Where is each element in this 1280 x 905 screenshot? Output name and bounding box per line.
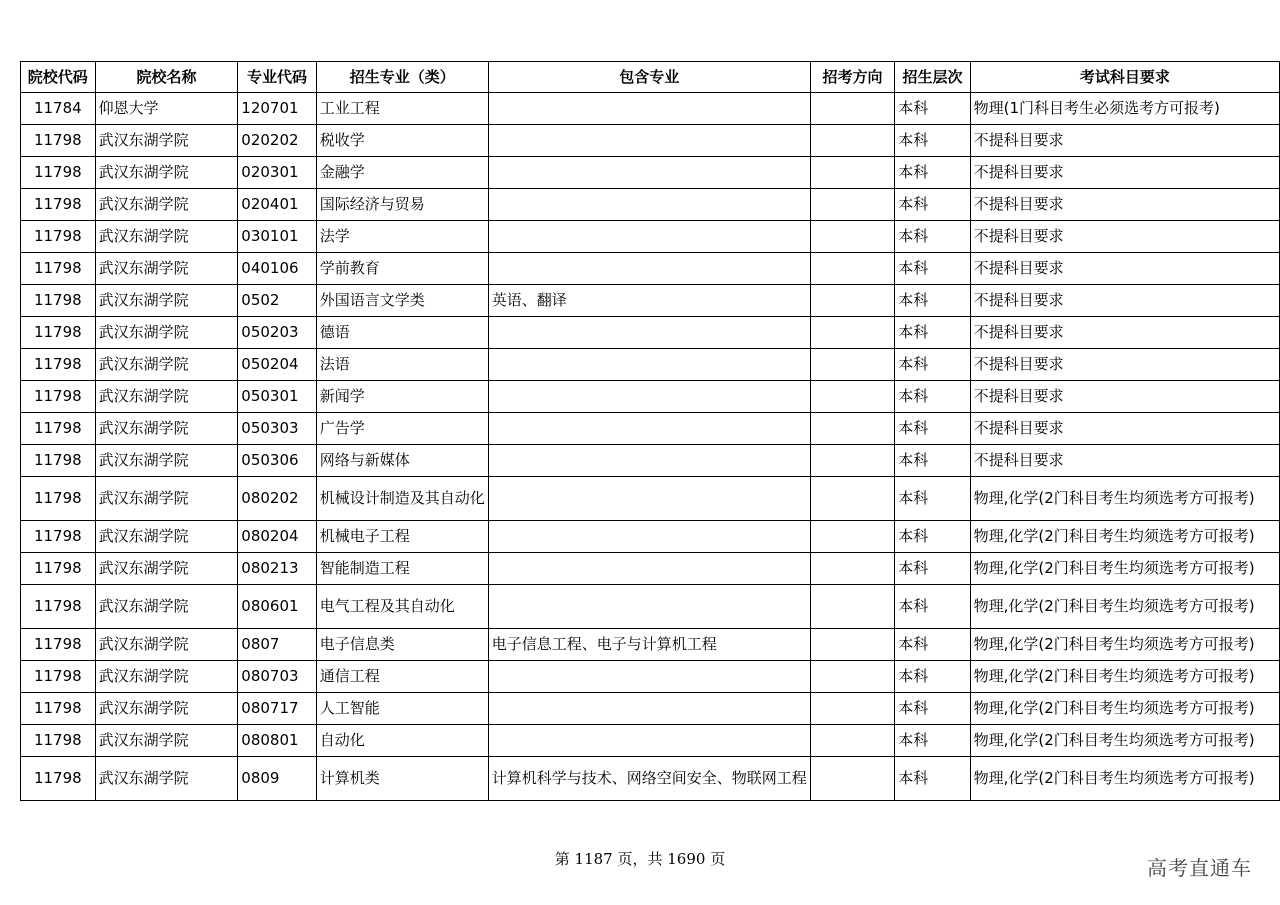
cell-major: 广告学 <box>316 413 488 445</box>
cell-school-code: 11798 <box>21 521 96 553</box>
cell-major: 工业工程 <box>316 93 488 125</box>
cell-direction <box>810 93 895 125</box>
cell-direction <box>810 585 895 629</box>
cell-direction <box>810 317 895 349</box>
cell-included-majors <box>488 413 810 445</box>
cell-included-majors: 电子信息工程、电子与计算机工程 <box>488 629 810 661</box>
enrollment-table <box>20 61 1280 801</box>
cell-direction <box>810 125 895 157</box>
cell-direction <box>810 157 895 189</box>
header-school-name: 院校名称 <box>95 62 238 93</box>
cell-subject-requirement: 物理,化学(2门科目考生均须选考方可报考) <box>970 521 1279 553</box>
cell-school-name: 武汉东湖学院 <box>95 349 238 381</box>
cell-level: 本科 <box>895 157 970 189</box>
cell-level: 本科 <box>895 285 970 317</box>
cell-included-majors <box>488 349 810 381</box>
cell-major-code: 080801 <box>238 725 316 757</box>
cell-major-code: 080601 <box>238 585 316 629</box>
cell-direction <box>810 757 895 801</box>
cell-subject-requirement: 物理,化学(2门科目考生均须选考方可报考) <box>970 477 1279 521</box>
header-school-code: 院校代码 <box>21 62 96 93</box>
cell-included-majors <box>488 381 810 413</box>
cell-direction <box>810 413 895 445</box>
cell-subject-requirement: 不提科目要求 <box>970 349 1279 381</box>
cell-included-majors <box>488 125 810 157</box>
cell-subject-requirement: 物理,化学(2门科目考生均须选考方可报考) <box>970 629 1279 661</box>
table-row <box>21 221 1280 253</box>
cell-major: 学前教育 <box>316 253 488 285</box>
table-row <box>21 725 1280 757</box>
cell-direction <box>810 693 895 725</box>
table-row <box>21 189 1280 221</box>
cell-direction <box>810 285 895 317</box>
cell-major-code: 080717 <box>238 693 316 725</box>
cell-school-code: 11798 <box>21 285 96 317</box>
cell-subject-requirement: 不提科目要求 <box>970 125 1279 157</box>
header-included-majors: 包含专业 <box>488 62 810 93</box>
cell-level: 本科 <box>895 477 970 521</box>
cell-school-name: 武汉东湖学院 <box>95 661 238 693</box>
cell-subject-requirement: 物理,化学(2门科目考生均须选考方可报考) <box>970 553 1279 585</box>
table-row <box>21 757 1280 801</box>
cell-direction <box>810 221 895 253</box>
cell-school-name: 武汉东湖学院 <box>95 221 238 253</box>
cell-level: 本科 <box>895 725 970 757</box>
table-row <box>21 585 1280 629</box>
header-subject-requirement: 考试科目要求 <box>970 62 1279 93</box>
table-row <box>21 661 1280 693</box>
cell-school-code: 11798 <box>21 349 96 381</box>
cell-subject-requirement: 不提科目要求 <box>970 285 1279 317</box>
cell-major: 国际经济与贸易 <box>316 189 488 221</box>
cell-major-code: 0809 <box>238 757 316 801</box>
cell-level: 本科 <box>895 413 970 445</box>
cell-school-name: 武汉东湖学院 <box>95 521 238 553</box>
cell-major-code: 040106 <box>238 253 316 285</box>
header-level: 招生层次 <box>895 62 970 93</box>
cell-direction <box>810 661 895 693</box>
cell-level: 本科 <box>895 521 970 553</box>
cell-major: 法学 <box>316 221 488 253</box>
cell-school-code: 11798 <box>21 445 96 477</box>
cell-included-majors <box>488 693 810 725</box>
cell-included-majors <box>488 189 810 221</box>
cell-school-name: 武汉东湖学院 <box>95 317 238 349</box>
cell-subject-requirement: 不提科目要求 <box>970 413 1279 445</box>
table-row <box>21 521 1280 553</box>
cell-direction <box>810 629 895 661</box>
cell-direction <box>810 349 895 381</box>
cell-direction <box>810 553 895 585</box>
cell-major-code: 080213 <box>238 553 316 585</box>
cell-level: 本科 <box>895 349 970 381</box>
cell-subject-requirement: 不提科目要求 <box>970 189 1279 221</box>
cell-major: 自动化 <box>316 725 488 757</box>
cell-major: 机械电子工程 <box>316 521 488 553</box>
cell-school-code: 11798 <box>21 317 96 349</box>
header-major: 招生专业（类） <box>316 62 488 93</box>
cell-subject-requirement: 物理,化学(2门科目考生均须选考方可报考) <box>970 585 1279 629</box>
cell-included-majors <box>488 157 810 189</box>
cell-subject-requirement: 不提科目要求 <box>970 317 1279 349</box>
cell-major-code: 050306 <box>238 445 316 477</box>
cell-school-code: 11798 <box>21 477 96 521</box>
cell-school-name: 武汉东湖学院 <box>95 725 238 757</box>
cell-major: 外国语言文学类 <box>316 285 488 317</box>
cell-school-code: 11798 <box>21 725 96 757</box>
cell-direction <box>810 381 895 413</box>
cell-included-majors <box>488 725 810 757</box>
cell-school-name: 武汉东湖学院 <box>95 253 238 285</box>
cell-subject-requirement: 物理,化学(2门科目考生均须选考方可报考) <box>970 661 1279 693</box>
cell-level: 本科 <box>895 93 970 125</box>
table-row <box>21 349 1280 381</box>
cell-included-majors <box>488 93 810 125</box>
cell-major-code: 020301 <box>238 157 316 189</box>
table-row <box>21 553 1280 585</box>
table-row <box>21 629 1280 661</box>
watermark: 高考直通车 <box>1147 856 1252 880</box>
cell-school-name: 武汉东湖学院 <box>95 157 238 189</box>
cell-level: 本科 <box>895 629 970 661</box>
cell-major-code: 050301 <box>238 381 316 413</box>
cell-major: 通信工程 <box>316 661 488 693</box>
cell-direction <box>810 189 895 221</box>
cell-major: 电气工程及其自动化 <box>316 585 488 629</box>
cell-direction <box>810 253 895 285</box>
cell-school-name: 武汉东湖学院 <box>95 553 238 585</box>
cell-level: 本科 <box>895 693 970 725</box>
cell-school-name: 武汉东湖学院 <box>95 381 238 413</box>
cell-school-name: 武汉东湖学院 <box>95 445 238 477</box>
cell-subject-requirement: 不提科目要求 <box>970 157 1279 189</box>
cell-major: 计算机类 <box>316 757 488 801</box>
cell-school-code: 11798 <box>21 629 96 661</box>
cell-major: 电子信息类 <box>316 629 488 661</box>
header-direction: 招考方向 <box>810 62 895 93</box>
cell-included-majors <box>488 477 810 521</box>
table-row <box>21 413 1280 445</box>
cell-school-code: 11798 <box>21 221 96 253</box>
cell-school-code: 11798 <box>21 253 96 285</box>
cell-subject-requirement: 不提科目要求 <box>970 221 1279 253</box>
cell-included-majors <box>488 585 810 629</box>
cell-level: 本科 <box>895 585 970 629</box>
cell-subject-requirement: 不提科目要求 <box>970 253 1279 285</box>
cell-major-code: 080204 <box>238 521 316 553</box>
cell-level: 本科 <box>895 445 970 477</box>
cell-school-code: 11798 <box>21 125 96 157</box>
cell-major-code: 050203 <box>238 317 316 349</box>
cell-level: 本科 <box>895 553 970 585</box>
cell-included-majors <box>488 553 810 585</box>
cell-school-code: 11798 <box>21 381 96 413</box>
table-row <box>21 93 1280 125</box>
table-row <box>21 253 1280 285</box>
cell-major: 新闻学 <box>316 381 488 413</box>
cell-direction <box>810 445 895 477</box>
cell-major-code: 030101 <box>238 221 316 253</box>
cell-included-majors: 计算机科学与技术、网络空间安全、物联网工程 <box>488 757 810 801</box>
cell-included-majors: 英语、翻译 <box>488 285 810 317</box>
cell-subject-requirement: 物理,化学(2门科目考生均须选考方可报考) <box>970 693 1279 725</box>
cell-level: 本科 <box>895 125 970 157</box>
cell-included-majors <box>488 253 810 285</box>
table-row <box>21 157 1280 189</box>
cell-subject-requirement: 不提科目要求 <box>970 445 1279 477</box>
cell-major-code: 080703 <box>238 661 316 693</box>
cell-school-name: 武汉东湖学院 <box>95 585 238 629</box>
cell-subject-requirement: 物理(1门科目考生必须选考方可报考) <box>970 93 1279 125</box>
cell-included-majors <box>488 521 810 553</box>
cell-school-name: 武汉东湖学院 <box>95 477 238 521</box>
cell-included-majors <box>488 221 810 253</box>
cell-direction <box>810 725 895 757</box>
cell-major-code: 050303 <box>238 413 316 445</box>
cell-school-code: 11798 <box>21 553 96 585</box>
cell-included-majors <box>488 317 810 349</box>
cell-major: 税收学 <box>316 125 488 157</box>
cell-school-code: 11798 <box>21 585 96 629</box>
table-row <box>21 317 1280 349</box>
cell-direction <box>810 477 895 521</box>
cell-school-name: 武汉东湖学院 <box>95 189 238 221</box>
cell-school-code: 11798 <box>21 693 96 725</box>
cell-level: 本科 <box>895 253 970 285</box>
cell-included-majors <box>488 661 810 693</box>
cell-school-name: 武汉东湖学院 <box>95 285 238 317</box>
cell-school-name: 武汉东湖学院 <box>95 629 238 661</box>
cell-subject-requirement: 物理,化学(2门科目考生均须选考方可报考) <box>970 757 1279 801</box>
cell-included-majors <box>488 445 810 477</box>
page-number: 第 1187 页，共 1690 页 <box>554 850 726 868</box>
cell-level: 本科 <box>895 317 970 349</box>
cell-level: 本科 <box>895 661 970 693</box>
cell-major: 机械设计制造及其自动化 <box>316 477 488 521</box>
cell-level: 本科 <box>895 757 970 801</box>
header-row <box>21 62 1280 93</box>
cell-school-name: 仰恩大学 <box>95 93 238 125</box>
cell-major-code: 020202 <box>238 125 316 157</box>
cell-subject-requirement: 物理,化学(2门科目考生均须选考方可报考) <box>970 725 1279 757</box>
cell-major: 法语 <box>316 349 488 381</box>
cell-major-code: 0807 <box>238 629 316 661</box>
cell-direction <box>810 521 895 553</box>
cell-level: 本科 <box>895 221 970 253</box>
cell-level: 本科 <box>895 189 970 221</box>
cell-level: 本科 <box>895 381 970 413</box>
cell-school-code: 11798 <box>21 189 96 221</box>
cell-major: 网络与新媒体 <box>316 445 488 477</box>
cell-major: 智能制造工程 <box>316 553 488 585</box>
cell-major: 德语 <box>316 317 488 349</box>
cell-major-code: 0502 <box>238 285 316 317</box>
cell-major-code: 120701 <box>238 93 316 125</box>
cell-school-code: 11798 <box>21 413 96 445</box>
cell-school-code: 11784 <box>21 93 96 125</box>
cell-school-name: 武汉东湖学院 <box>95 757 238 801</box>
cell-major-code: 080202 <box>238 477 316 521</box>
table-row <box>21 477 1280 521</box>
cell-subject-requirement: 不提科目要求 <box>970 381 1279 413</box>
cell-school-name: 武汉东湖学院 <box>95 413 238 445</box>
header-major-code: 专业代码 <box>238 62 316 93</box>
cell-major: 金融学 <box>316 157 488 189</box>
cell-major-code: 050204 <box>238 349 316 381</box>
table-row <box>21 381 1280 413</box>
cell-school-code: 11798 <box>21 157 96 189</box>
cell-school-code: 11798 <box>21 661 96 693</box>
cell-major: 人工智能 <box>316 693 488 725</box>
cell-school-name: 武汉东湖学院 <box>95 693 238 725</box>
table-row <box>21 125 1280 157</box>
table-row <box>21 285 1280 317</box>
table-row <box>21 445 1280 477</box>
cell-school-code: 11798 <box>21 757 96 801</box>
cell-major-code: 020401 <box>238 189 316 221</box>
cell-school-name: 武汉东湖学院 <box>95 125 238 157</box>
table-row <box>21 693 1280 725</box>
